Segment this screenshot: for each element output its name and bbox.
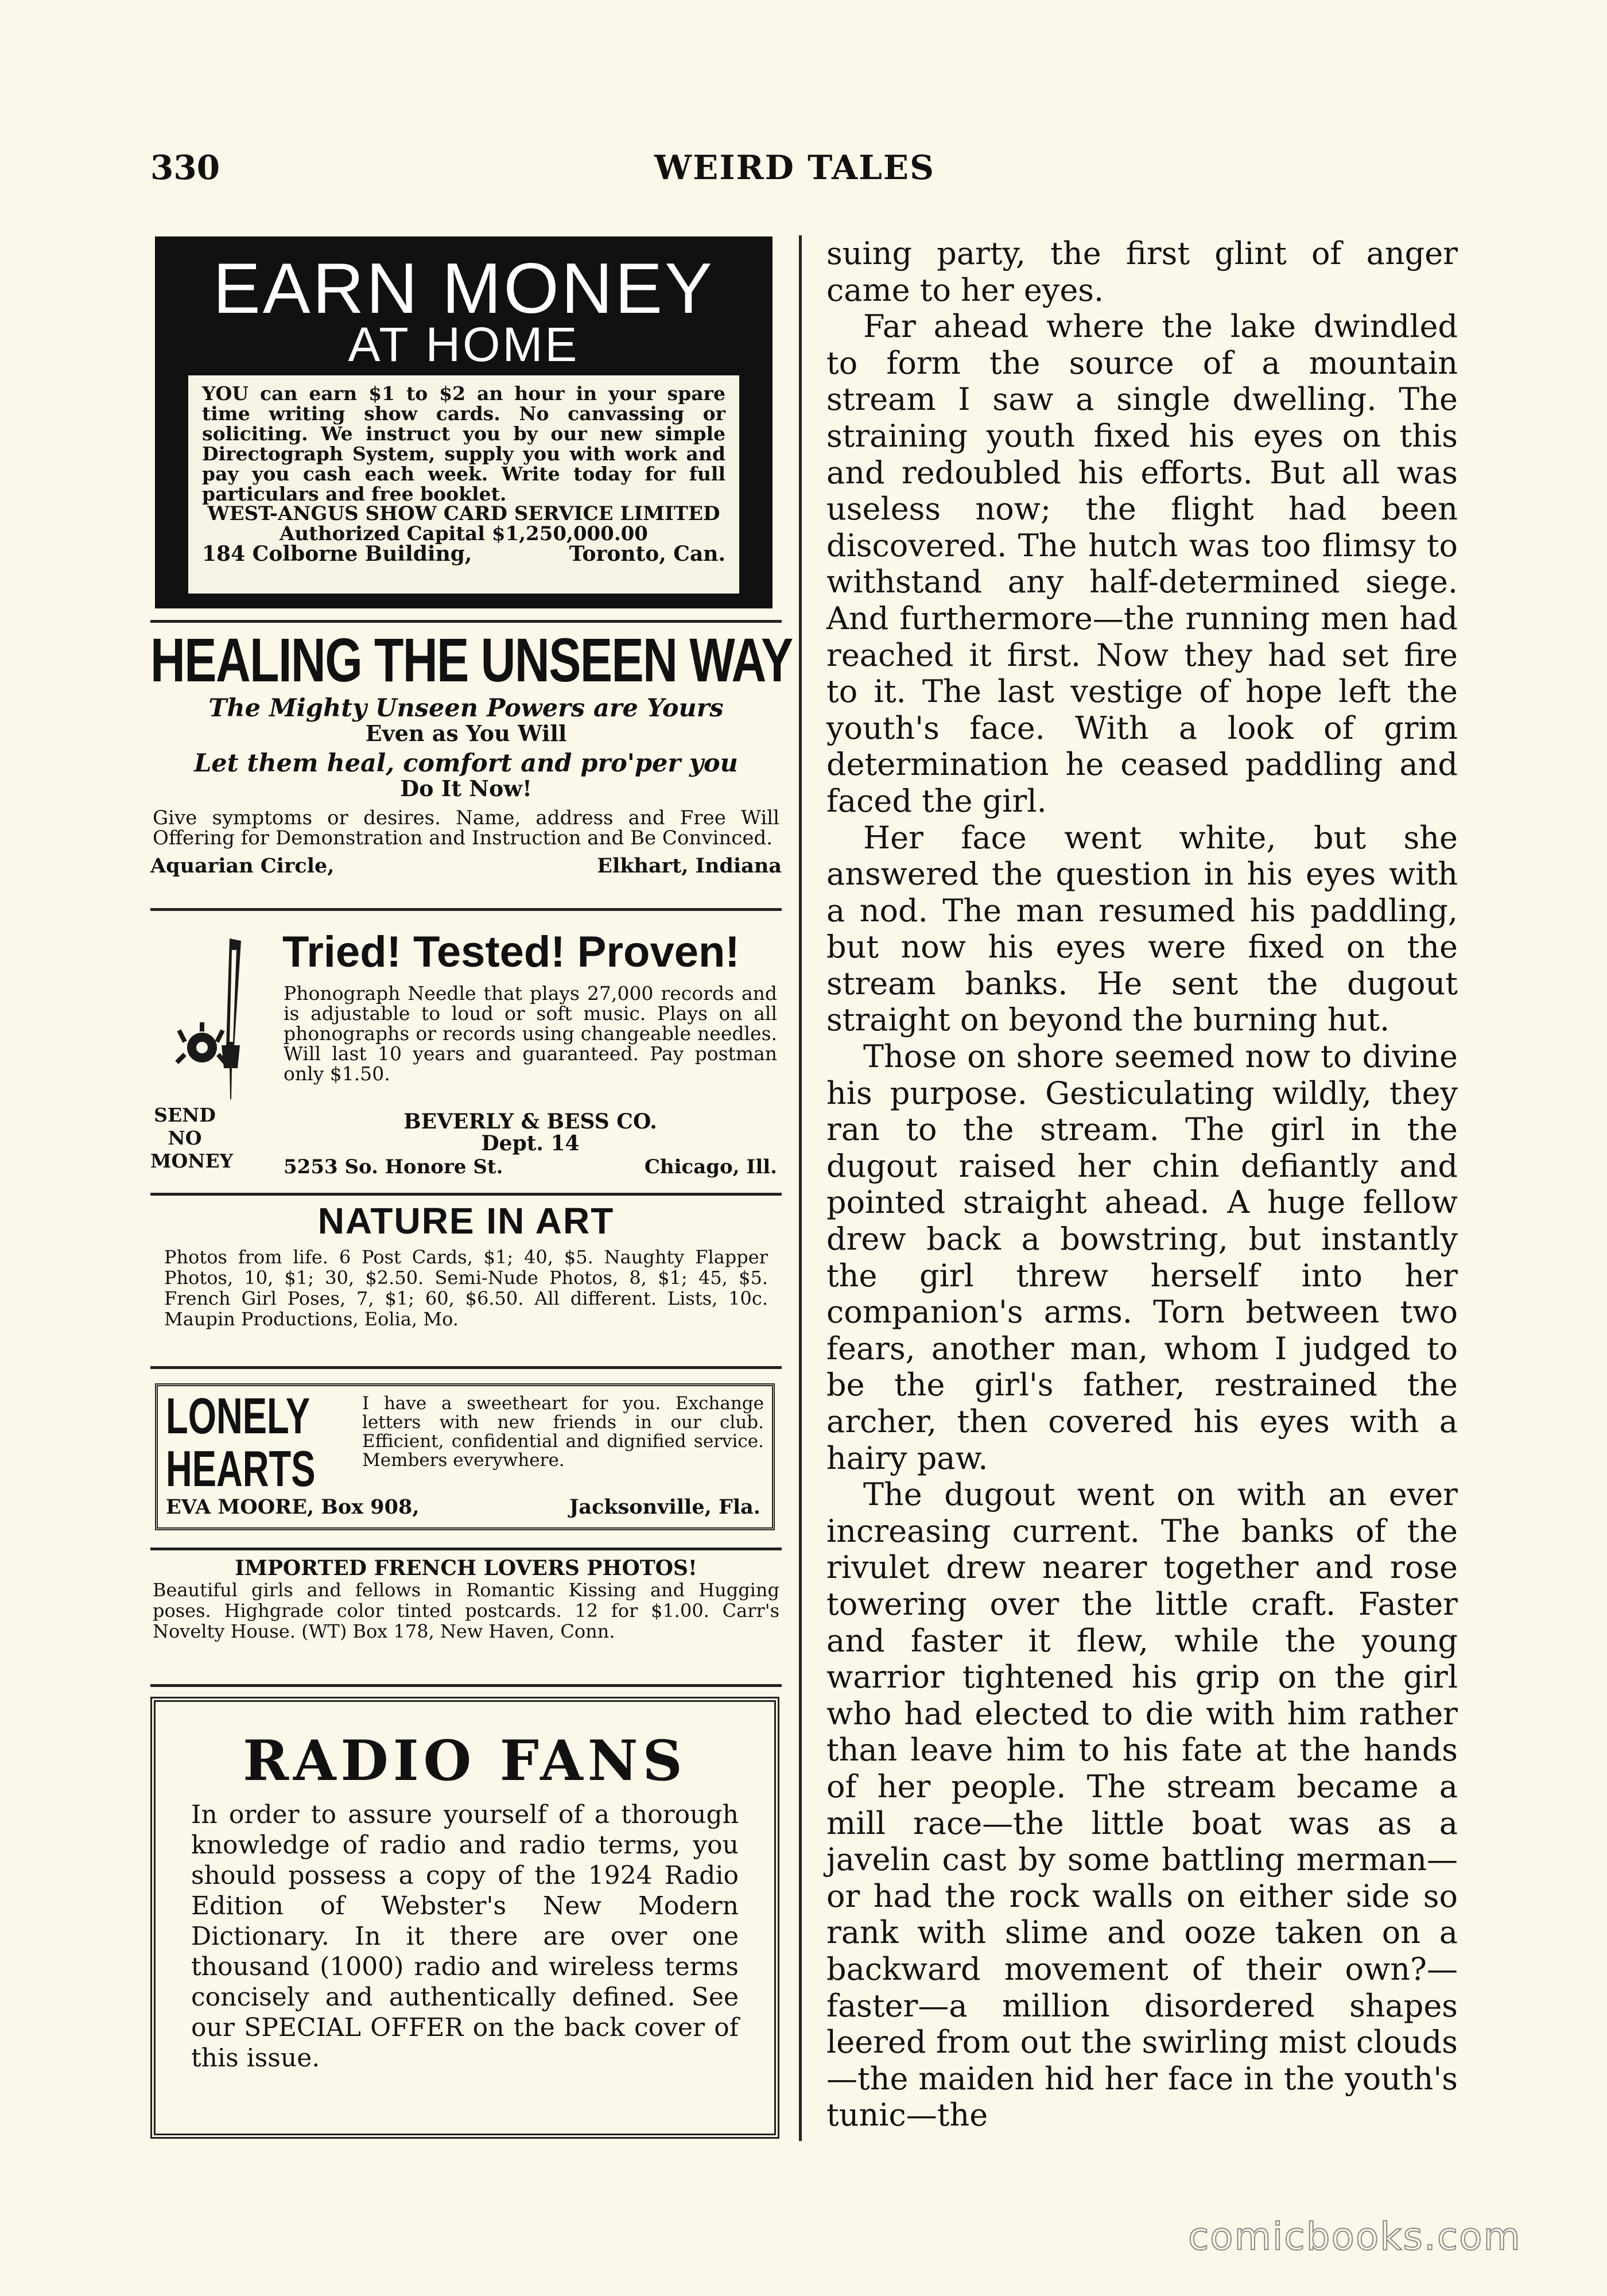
ad-tried-body: Phonograph Needle that plays 27,000 records and is adjustable to loud or soft music. Plays on all phonographs or records using changeable needles. Will last 10 years and guaranteed. Pay postman only $1.50. bbox=[284, 982, 777, 1085]
ad-divider bbox=[150, 1684, 782, 1687]
ad-healing-sub2: Even as You Will bbox=[365, 720, 567, 746]
ad-phonograph-needle bbox=[150, 916, 782, 1180]
story-paragraph: The dugout went on with an ever increasing current. The banks of the rivulet drew nearer together and rose towering over the little craft. Faster and faster it flew, while the young warrior tightened his grip on the girl who had elected to die with him rather than leave him to his fate at the hands of her people. The stream became a mill race—the little boat was as a javelin cast by some battling merman—or had the rock walls on either side so rank with slime and ooze taken on a backward movement of their own?—faster—a million disordered shapes leered from out the swirling mist clouds—the maiden hid her face in the youth's tunic—the bbox=[826, 1476, 1458, 2134]
story-paragraph: suing party, the first glint of anger came to her eyes. bbox=[826, 235, 1458, 308]
ad-tried-title: Tried! Tested! Proven! bbox=[282, 928, 740, 976]
ad-earn-box bbox=[188, 375, 739, 594]
story-paragraph: Those on shore seemed now to divine his purpose. Gesticulating wildly, they ran to the stream. The girl in the dugout raised her chin defiantly and pointed straight ahead. A huge fellow drew back a bowstring, but instantly the girl threw herself into her companion's arms. Torn between two fears, another man, whom I judged to be the girl's father, restrained the archer, then covered his eyes with a hairy paw. bbox=[826, 1038, 1458, 1476]
watermark: comicbooks.com bbox=[1188, 2214, 1521, 2259]
ad-nature-title: NATURE IN ART bbox=[317, 1200, 615, 1242]
ad-healing-body: Give symptoms or desires. Name, address and Free Will Offering for Demonstration and Instruction and Be Convinced. bbox=[153, 806, 779, 850]
ad-earn-company: WEST-ANGUS SHOW CARD SERVICE LIMITED bbox=[207, 502, 720, 525]
phonograph-needle-icon bbox=[162, 933, 277, 1105]
ad-tried-send: SEND bbox=[154, 1104, 216, 1126]
ad-divider bbox=[150, 1193, 782, 1196]
ad-tried-money: MONEY bbox=[150, 1150, 234, 1172]
ad-earn-title: EARN MONEY bbox=[213, 249, 715, 328]
ad-radio-body: In order to assure yourself of a thorough knowledge of radio and radio terms, you should possess a copy of the 1924 Radio Edition of Webster's New Modern Dictionary. In it there are over one thousand (1000) radio and wireless terms concisely and authentically defined. See our SPECIAL OFFER on the back cover of this issue. bbox=[191, 1800, 739, 2073]
ad-earn-address-left: 184 Colborne Building, bbox=[202, 542, 472, 566]
ad-radio-title: RADIO FANS bbox=[243, 1728, 687, 1793]
ad-lonely-body: I have a sweetheart for you. Exchange letters with new friends in our club. Efficient, confidential and dignified service. Members everywhere. bbox=[362, 1393, 764, 1471]
ad-lonely-foot-right: Jacksonville, Fla. bbox=[569, 1495, 760, 1519]
ad-imported-body: Beautiful girls and fellows in Romantic Kissing and Hugging poses. Highgrade color tinted postcards. 12 for $1.00. Carr's Novelty House. (WT) Box 178, New Haven, Conn. bbox=[153, 1579, 779, 1642]
ad-imported-title: IMPORTED FRENCH LOVERS PHOTOS! bbox=[235, 1556, 697, 1580]
story-paragraph: Her face went white, but she answered the question in his eyes with a nod. The man resumed his paddling, but now his eyes were fixed on the stream banks. He sent the dugout straight on beyond the burning hut. bbox=[826, 819, 1458, 1038]
story-column bbox=[826, 235, 1458, 2134]
ad-lonely-title-1: LONELY bbox=[166, 1387, 310, 1444]
ad-divider bbox=[150, 1366, 782, 1369]
ad-imported-photos bbox=[150, 1557, 782, 1642]
ad-tried-no: NO bbox=[168, 1127, 202, 1149]
ad-tried-addr-left: 5253 So. Honore St. bbox=[284, 1155, 503, 1178]
ad-nature-in-art bbox=[150, 1200, 782, 1329]
ad-healing bbox=[150, 625, 793, 878]
ad-tried-send-no-money bbox=[150, 1104, 234, 1173]
ad-divider bbox=[150, 908, 782, 911]
ad-earn-money bbox=[155, 236, 773, 608]
story-paragraph: Far ahead where the lake dwindled to form the source of a mountain stream I saw a single dwelling. The straining youth fixed his eyes on this and redoubled his efforts. But all was useless now; the flight had been discovered. The hutch was too flimsy to withstand any half-determined siege. And furthermore—the running men had reached it first. Now they had set fire to it. The last vestige of hope left the youth's face. With a look of grim determination he ceased paddling and faced the girl. bbox=[826, 308, 1458, 819]
ad-healing-foot-right: Elkhart, Indiana bbox=[597, 854, 782, 878]
ad-healing-sub3: Let them heal, comfort and pro'per you bbox=[194, 749, 738, 778]
page-number: 330 bbox=[150, 148, 220, 187]
ad-healing-sub1: The Mighty Unseen Powers are Yours bbox=[208, 694, 724, 723]
ad-lonely-hearts bbox=[155, 1383, 775, 1530]
ad-tried-addr-right: Chicago, Ill. bbox=[644, 1155, 777, 1178]
running-title: WEIRD TALES bbox=[654, 148, 936, 187]
ad-tried-dept: Dept. 14 bbox=[481, 1131, 580, 1155]
ad-lonely-foot-left: EVA MOORE, Box 908, bbox=[166, 1495, 420, 1519]
ad-earn-body: YOU can earn $1 to $2 an hour in your spare time writing show cards. No canvassing or soliciting. We instruct you by our new simple Directograph System, supply you with work and pay you cash each week. Write today for full particulars and free booklet. bbox=[202, 382, 725, 505]
column-divider bbox=[799, 235, 802, 2141]
ad-lonely-title bbox=[166, 1387, 316, 1497]
ad-healing-sub4: Do It Now! bbox=[400, 775, 532, 801]
ad-divider bbox=[150, 1548, 782, 1550]
ad-healing-foot-left: Aquarian Circle, bbox=[150, 854, 335, 878]
ad-radio-fans bbox=[150, 1697, 779, 2139]
ad-earn-address-right: Toronto, Can. bbox=[569, 542, 725, 566]
ad-healing-title: HEALING THE UNSEEN WAY bbox=[150, 625, 793, 695]
ad-divider bbox=[150, 620, 782, 623]
ad-earn-subtitle: AT HOME bbox=[348, 317, 580, 371]
ad-tried-company: BEVERLY & BESS CO. bbox=[403, 1110, 657, 1134]
ad-earn-capital: Authorized Capital $1,250,000.00 bbox=[280, 522, 648, 545]
ad-nature-body: Photos from life. 6 Post Cards, $1; 40, $5. Naughty Flapper Photos, 10, $1; 30, $2.50. Semi-Nude Photos, 8, $1; 45, $5. French Girl Poses, 7, $1; 60, $6.50. All different. Lists, 10c. Maupin Productions, Eolia, Mo. bbox=[164, 1246, 768, 1330]
ad-lonely-title-2: HEARTS bbox=[166, 1440, 316, 1497]
